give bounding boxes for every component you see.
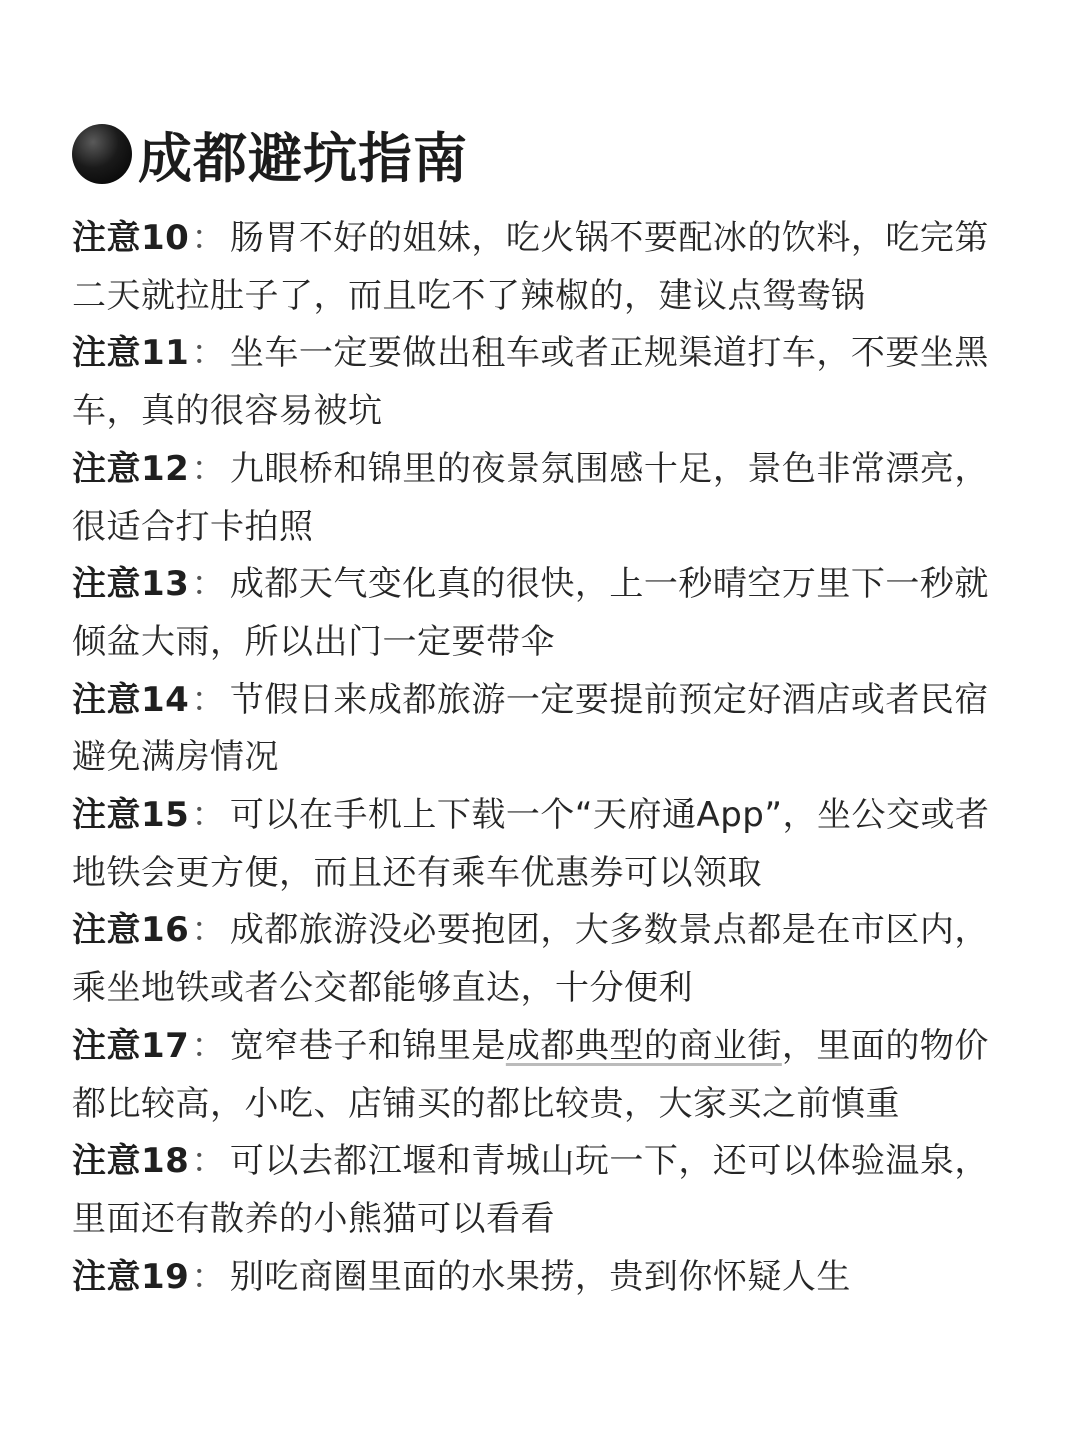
note-label: 注意14	[72, 679, 190, 720]
note-text: 坐车一定要做出租车或者正规渠道打车，不要坐黑车，真的很容易被坑	[72, 333, 989, 432]
note-17	[72, 1018, 1010, 1133]
note-label: 注意13	[72, 564, 190, 605]
note-14	[72, 672, 1010, 787]
note-label: 注意16	[72, 910, 190, 951]
note-10	[72, 210, 1010, 325]
note-12	[72, 441, 1010, 556]
note-text: 别吃商圈里面的水果捞，贵到你怀疑人生	[229, 1256, 851, 1297]
note-label: 注意19	[72, 1256, 190, 1297]
title-row	[72, 118, 1010, 190]
note-separator: ：	[191, 910, 226, 951]
note-text-before: 宽窄巷子和锦里是	[229, 1025, 506, 1066]
note-13	[72, 556, 1010, 671]
note-separator: ：	[191, 1025, 226, 1066]
note-label: 注意11	[72, 333, 190, 374]
note-text-after: ，里面的物价都比较高，小吃、店铺买的都比较贵，大家买之前慎重	[72, 1025, 989, 1124]
page-title: 成都避坑指南	[138, 126, 468, 190]
note-separator: ：	[191, 679, 226, 720]
note-separator: ：	[191, 564, 226, 605]
note-text-underlined: 成都典型的商业街	[505, 1025, 782, 1066]
note-separator: ：	[191, 1141, 226, 1182]
note-separator: ：	[191, 218, 226, 258]
note-15	[72, 787, 1010, 902]
note-19	[72, 1249, 1010, 1307]
note-label: 注意17	[72, 1025, 190, 1066]
note-text: 可以去都江堰和青城山玩一下，还可以体验温泉，里面还有散养的小熊猫可以看看	[72, 1141, 989, 1239]
note-text: 九眼桥和锦里的夜景氛围感十足，景色非常漂亮，很适合打卡拍照	[72, 448, 989, 547]
note-separator: ：	[191, 1256, 226, 1297]
note-text: 可以在手机上下载一个“天府通App”，坐公交或者地铁会更方便，而且还有乘车优惠券可以领取	[72, 795, 990, 893]
note-separator: ：	[191, 448, 226, 489]
note-text: 肠胃不好的姐妹，吃火锅不要配冰的饮料，吃完第二天就拉肚子了，而且吃不了辣椒的，建议点鸳鸯锅	[72, 218, 989, 316]
note-18	[72, 1133, 1010, 1248]
note-label: 注意18	[72, 1141, 190, 1182]
notes-list	[72, 210, 1010, 1306]
black-circle-icon	[72, 124, 132, 184]
note-text: 成都旅游没必要抱团，大多数景点都是在市区内，乘坐地铁或者公交都能够直达，十分便利	[72, 910, 989, 1009]
note-label: 注意12	[72, 448, 190, 489]
note-11	[72, 325, 1010, 440]
note-text: 成都天气变化真的很快，上一秒晴空万里下一秒就倾盆大雨，所以出门一定要带伞	[72, 564, 989, 662]
note-separator: ：	[191, 333, 226, 374]
note-label: 注意15	[72, 795, 190, 836]
note-text: 节假日来成都旅游一定要提前预定好酒店或者民宿避免满房情况	[72, 679, 989, 778]
note-16	[72, 902, 1010, 1017]
note-label: 注意10	[72, 218, 190, 258]
note-separator: ：	[191, 795, 226, 836]
